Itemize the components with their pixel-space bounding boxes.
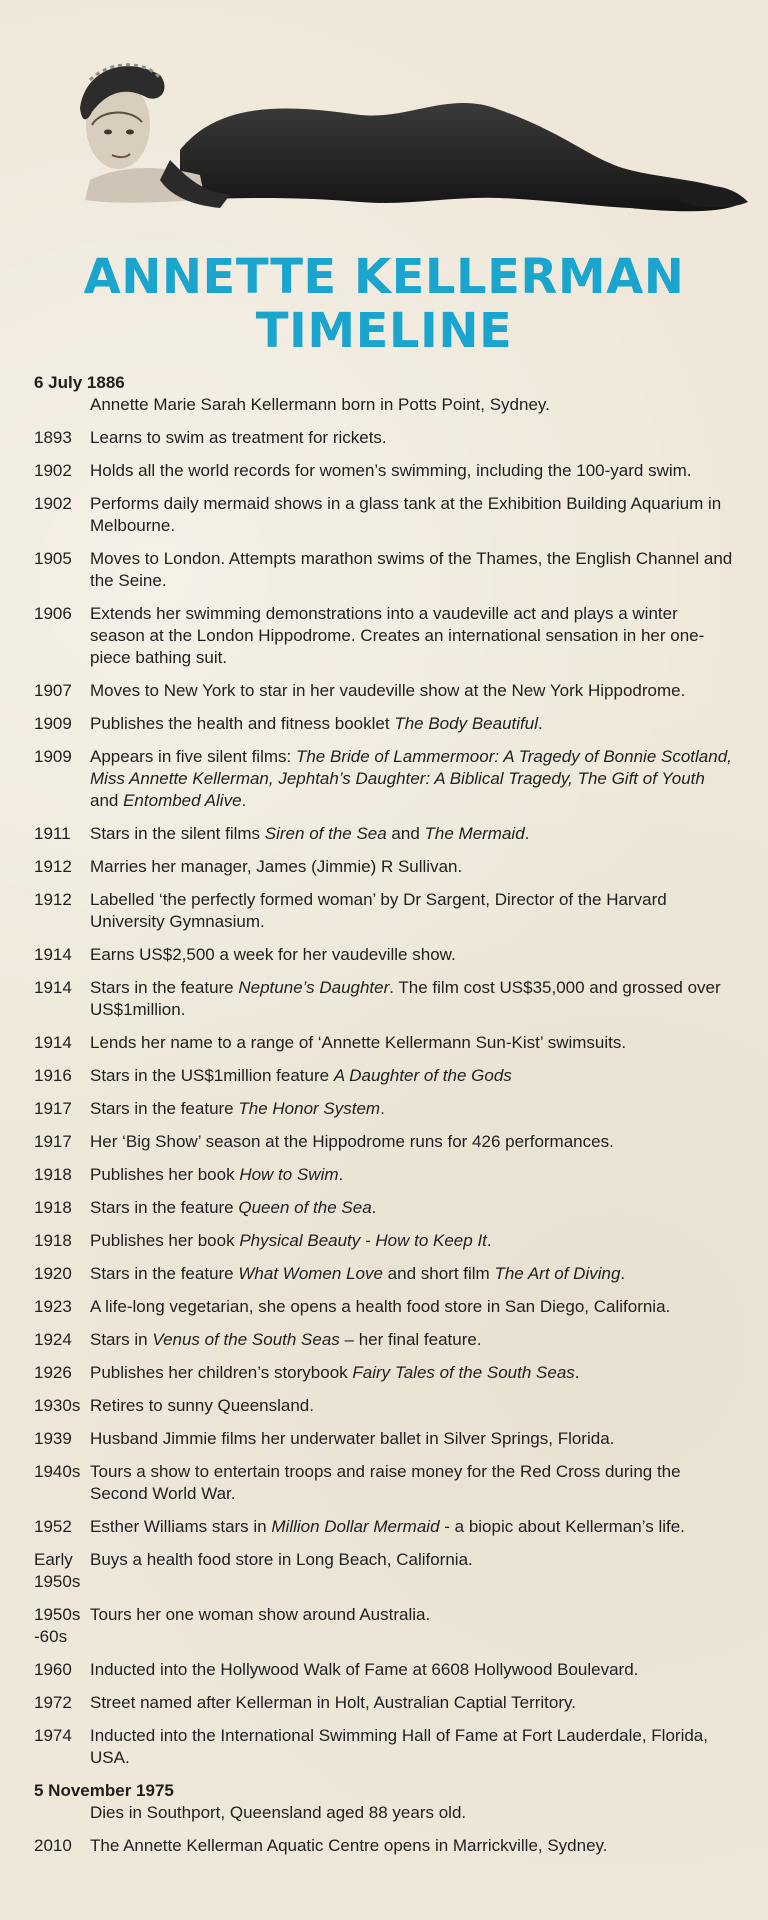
entry-title-italic: What Women Love xyxy=(238,1264,383,1283)
timeline-entry xyxy=(34,1428,734,1450)
entry-year: 5 November 1975 xyxy=(34,1781,174,1800)
entry-text: Annette Marie Sarah Kellermann born in Potts Point, Sydney. xyxy=(90,395,550,414)
entry-text xyxy=(90,713,734,735)
timeline-entry xyxy=(34,1549,734,1593)
entry-year: 1960 xyxy=(34,1660,72,1679)
entry-year: 1974 xyxy=(34,1726,72,1745)
entry-title-italic: Queen of the Sea xyxy=(238,1198,372,1217)
entry-text xyxy=(90,823,734,845)
entry-year: 1950s -60s xyxy=(34,1605,81,1646)
entry-text-part: . xyxy=(338,1165,344,1184)
entry-text: Learns to swim as treatment for rickets. xyxy=(90,428,387,447)
entry-text-part: Stars in the feature xyxy=(90,1099,239,1118)
entry-text: Marries her manager, James (Jimmie) R Sullivan. xyxy=(90,857,463,876)
entry-text xyxy=(90,1329,734,1351)
entry-text-part: Stars in the silent films xyxy=(90,824,265,843)
entry-title-italic: The Art of Diving xyxy=(494,1264,621,1283)
entry-year: 1952 xyxy=(34,1517,72,1536)
entry-year: 1918 xyxy=(34,1231,72,1250)
entry-year: Early 1950s xyxy=(34,1550,81,1591)
timeline-entry xyxy=(34,1604,734,1648)
entry-year: 1918 xyxy=(34,1165,72,1184)
entry-text: Moves to London. Attempts marathon swims of the Thames, the English Channel and the Seine. xyxy=(90,549,733,590)
entry-title-italic: A Daughter of the Gods xyxy=(333,1066,512,1085)
entry-text-part: and xyxy=(90,791,124,810)
entry-text xyxy=(90,977,734,1021)
entry-text-part: Publishes the health and fitness booklet xyxy=(90,714,395,733)
entry-title-italic: Entombed Alive xyxy=(123,791,242,810)
timeline-entry xyxy=(34,1516,734,1538)
timeline-entry xyxy=(34,1164,734,1186)
entry-text-part: Publishes her book xyxy=(90,1231,240,1250)
entry-text-part: . xyxy=(524,824,530,843)
entry-text: Her ‘Big Show’ season at the Hippodrome runs for 426 performances. xyxy=(90,1132,614,1151)
title-line-1: ANNETTE KELLERMAN xyxy=(83,249,685,305)
entry-text: Tours her one woman show around Australia. xyxy=(90,1605,431,1624)
entry-year: 1893 xyxy=(34,428,72,447)
timeline-entry xyxy=(34,1197,734,1219)
hero-photo xyxy=(30,30,750,240)
entry-title-italic: How to Swim xyxy=(239,1165,339,1184)
entry-year: 1926 xyxy=(34,1363,72,1382)
entry-year: 1905 xyxy=(34,549,72,568)
entry-text-part: Stars in the US$1million feature xyxy=(90,1066,334,1085)
entry-text-part: - a biopic about Kellerman’s life. xyxy=(439,1517,685,1536)
timeline-entry xyxy=(34,1263,734,1285)
timeline-entry xyxy=(34,1329,734,1351)
entry-year: 1924 xyxy=(34,1330,72,1349)
entry-title-italic: The Body Beautiful xyxy=(394,714,538,733)
entry-title-italic: Venus of the South Seas xyxy=(152,1330,340,1349)
entry-year: 1914 xyxy=(34,945,72,964)
entry-text xyxy=(90,1098,734,1120)
entry-text: Extends her swimming demonstrations into a vaudeville act and plays a winter season at the London Hippodrome. Creates an international sensation in her one-piece bathing suit. xyxy=(90,604,705,667)
entry-year: 1916 xyxy=(34,1066,72,1085)
entry-text: Earns US$2,500 a week for her vaudeville show. xyxy=(90,945,456,964)
timeline-entry xyxy=(34,372,734,416)
entry-text-part: Appears in five silent films: xyxy=(90,747,296,766)
timeline-entry xyxy=(34,1065,734,1087)
entry-text-part: . xyxy=(371,1198,377,1217)
entry-year: 1930s xyxy=(34,1396,81,1415)
entry-text: The Annette Kellerman Aquatic Centre opens in Marrickville, Sydney. xyxy=(90,1836,608,1855)
entry-text-part: . xyxy=(486,1231,492,1250)
entry-text-part: . xyxy=(537,714,543,733)
timeline-entry xyxy=(34,1296,734,1318)
entry-year: 1920 xyxy=(34,1264,72,1283)
entry-text-part: Stars in the feature xyxy=(90,1264,239,1283)
entry-text: Holds all the world records for women’s swimming, including the 100-yard swim. xyxy=(90,461,692,480)
timeline-entry xyxy=(34,1692,734,1714)
timeline-entry xyxy=(34,460,734,482)
timeline-list xyxy=(34,372,734,1868)
entry-text: Lends her name to a range of ‘Annette Kellermann Sun-Kist’ swimsuits. xyxy=(90,1033,627,1052)
entry-title-italic: The Mermaid xyxy=(424,824,525,843)
timeline-entry xyxy=(34,713,734,735)
entry-year: 1917 xyxy=(34,1132,72,1151)
entry-text-part: Publishes her book xyxy=(90,1165,240,1184)
timeline-entry xyxy=(34,823,734,845)
entry-text-part: . xyxy=(380,1099,385,1118)
timeline-entry xyxy=(34,977,734,1021)
entry-year: 1939 xyxy=(34,1429,72,1448)
timeline-entry xyxy=(34,1131,734,1153)
entry-text-part: Publishes her children’s storybook xyxy=(90,1363,353,1382)
timeline-entry xyxy=(34,680,734,702)
entry-year: 1972 xyxy=(34,1693,72,1712)
entry-year: 1911 xyxy=(34,824,71,843)
entry-text xyxy=(90,1065,734,1087)
entry-text-part: Stars in the feature xyxy=(90,978,239,997)
title-line-2: TIMELINE xyxy=(255,303,513,359)
entry-year: 6 July 1886 xyxy=(34,373,125,392)
entry-year: 1909 xyxy=(34,714,72,733)
entry-text: Retires to sunny Queensland. xyxy=(90,1396,314,1415)
timeline-entry xyxy=(34,1395,734,1417)
timeline-entry xyxy=(34,1362,734,1384)
entry-text: Labelled ‘the perfectly formed woman’ by Dr Sargent, Director of the Harvard University Gymnasium. xyxy=(90,890,667,931)
entry-year: 1914 xyxy=(34,978,72,997)
timeline-entry xyxy=(34,1230,734,1252)
entry-title-italic: Physical Beauty - How to Keep It xyxy=(239,1231,487,1250)
entry-year: 1902 xyxy=(34,461,72,480)
entry-title-italic: Siren of the Sea xyxy=(264,824,387,843)
entry-text-part: Stars in the feature xyxy=(90,1198,239,1217)
entry-year: 1909 xyxy=(34,747,72,766)
entry-text-part: Stars in xyxy=(90,1330,153,1349)
entry-text-part: . xyxy=(574,1363,580,1382)
timeline-entry xyxy=(34,603,734,669)
entry-text xyxy=(90,1263,734,1285)
timeline-entry xyxy=(34,1659,734,1681)
entry-text: Dies in Southport, Queensland aged 88 years old. xyxy=(90,1803,467,1822)
entry-text: A life-long vegetarian, she opens a health food store in San Diego, California. xyxy=(90,1297,671,1316)
entry-text-part: . The film cost US$35,000 and grossed over US$1million. xyxy=(90,978,721,1019)
entry-text: Moves to New York to star in her vaudeville show at the New York Hippodrome. xyxy=(90,681,686,700)
timeline-entry xyxy=(34,548,734,592)
entry-year: 2010 xyxy=(34,1836,72,1855)
entry-year: 1914 xyxy=(34,1033,72,1052)
entry-title-italic: Million Dollar Mermaid xyxy=(271,1517,440,1536)
timeline-entry xyxy=(34,1461,734,1505)
timeline-entry xyxy=(34,1725,734,1769)
entry-year: 1907 xyxy=(34,681,72,700)
entry-year: 1902 xyxy=(34,494,72,513)
entry-title-italic: The Bride of Lammermoor: A Tragedy of Bonnie Scotland, Miss Annette Kellerman, Jephtah’s Daughter: A Biblical Tragedy, The Gift of Youth xyxy=(90,747,732,788)
timeline-entry xyxy=(34,1032,734,1054)
entry-text xyxy=(90,1197,734,1219)
entry-text: Tours a show to entertain troops and raise money for the Red Cross during the Second World War. xyxy=(90,1462,681,1503)
entry-text-part: . xyxy=(620,1264,626,1283)
page-title xyxy=(0,250,768,358)
timeline-entry xyxy=(34,1835,734,1857)
entry-year: 1918 xyxy=(34,1198,72,1217)
entry-year: 1912 xyxy=(34,890,72,909)
timeline-entry xyxy=(34,746,734,812)
timeline-entry xyxy=(34,427,734,449)
entry-text xyxy=(90,1230,734,1252)
entry-text: Performs daily mermaid shows in a glass tank at the Exhibition Building Aquarium in Melbourne. xyxy=(90,494,722,535)
entry-year: 1940s xyxy=(34,1462,81,1481)
entry-text xyxy=(90,1362,734,1384)
entry-title-italic: Fairy Tales of the South Seas xyxy=(352,1363,575,1382)
timeline-entry xyxy=(34,1098,734,1120)
entry-text: Husband Jimmie films her underwater ballet in Silver Springs, Florida. xyxy=(90,1429,615,1448)
entry-text: Inducted into the Hollywood Walk of Fame at 6608 Hollywood Boulevard. xyxy=(90,1660,639,1679)
entry-text xyxy=(90,1516,734,1538)
entry-text-part: – her final feature. xyxy=(339,1330,482,1349)
entry-text-part: . xyxy=(241,791,247,810)
timeline-entry xyxy=(34,493,734,537)
entry-text xyxy=(90,746,734,812)
entry-text: Buys a health food store in Long Beach, California. xyxy=(90,1550,473,1569)
entry-text-part: and short film xyxy=(382,1264,495,1283)
swimmer-illustration xyxy=(30,30,750,240)
entry-text-part: Esther Williams stars in xyxy=(90,1517,272,1536)
entry-title-italic: Neptune’s Daughter xyxy=(238,978,390,997)
entry-text xyxy=(90,1164,734,1186)
timeline-entry xyxy=(34,1780,734,1824)
entry-year: 1912 xyxy=(34,857,72,876)
timeline-entry xyxy=(34,856,734,878)
entry-year: 1906 xyxy=(34,604,72,623)
entry-text: Inducted into the International Swimming Hall of Fame at Fort Lauderdale, Florida, USA. xyxy=(90,1726,708,1767)
entry-year: 1923 xyxy=(34,1297,72,1316)
entry-title-italic: The Honor System xyxy=(238,1099,381,1118)
entry-year: 1917 xyxy=(34,1099,72,1118)
timeline-entry xyxy=(34,944,734,966)
timeline-entry xyxy=(34,889,734,933)
entry-text: Street named after Kellerman in Holt, Australian Captial Territory. xyxy=(90,1693,576,1712)
entry-text-part: and xyxy=(386,824,425,843)
